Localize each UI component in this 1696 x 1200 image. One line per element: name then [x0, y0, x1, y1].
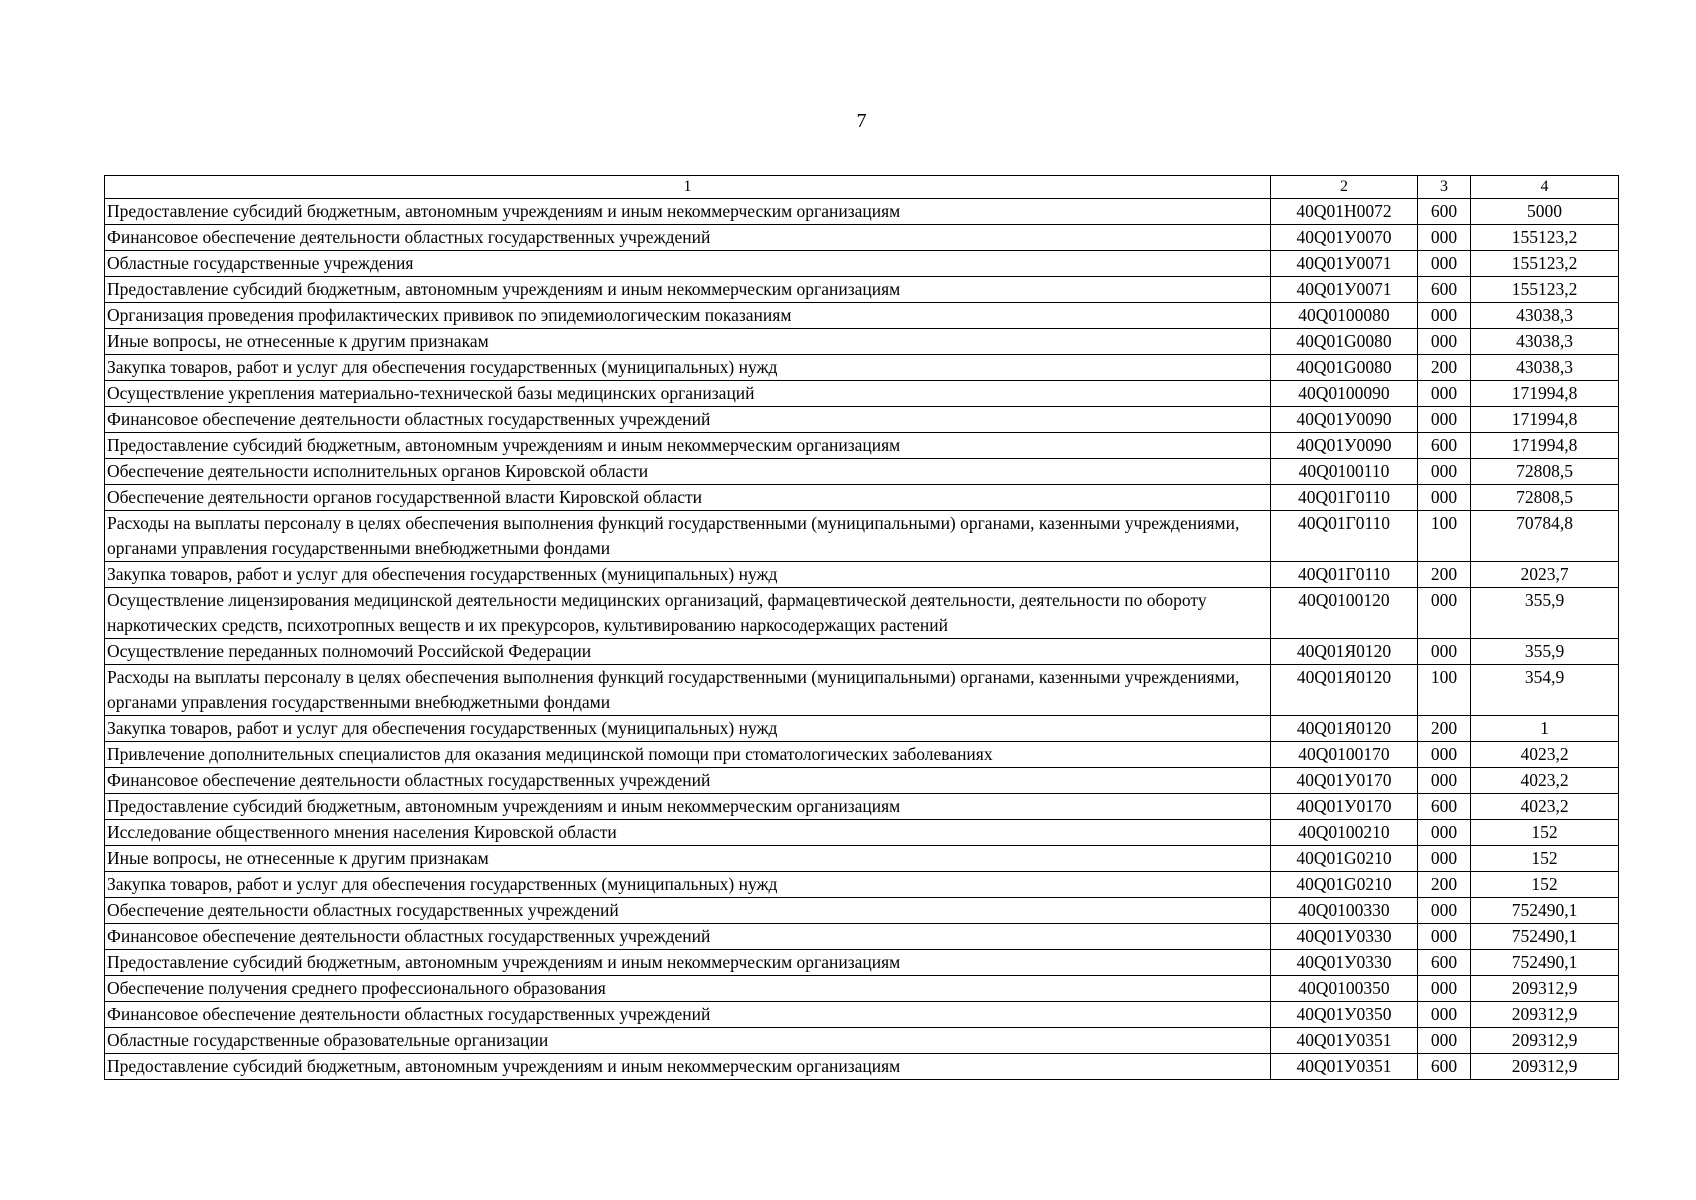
- row-target-code: 40Q01У0330: [1271, 924, 1418, 950]
- row-expense-type: 000: [1418, 768, 1471, 794]
- row-target-code: 40Q01У0350: [1271, 1002, 1418, 1028]
- row-target-code: 40Q01Я0120: [1271, 716, 1418, 742]
- row-description: Предоставление субсидий бюджетным, автономным учреждениям и иным некоммерческим организациям: [105, 950, 1271, 976]
- row-expense-type: 000: [1418, 485, 1471, 511]
- row-target-code: 40Q01У0351: [1271, 1054, 1418, 1080]
- row-expense-type: 600: [1418, 794, 1471, 820]
- row-amount: 4023,2: [1471, 794, 1619, 820]
- row-amount: 152: [1471, 846, 1619, 872]
- table-row: [105, 1028, 1619, 1054]
- row-amount: 171994,8: [1471, 381, 1619, 407]
- row-description: Исследование общественного мнения населения Кировской области: [105, 820, 1271, 846]
- row-description: Областные государственные образовательные организации: [105, 1028, 1271, 1054]
- table-row: [105, 665, 1619, 716]
- row-description: Закупка товаров, работ и услуг для обеспечения государственных (муниципальных) нужд: [105, 716, 1271, 742]
- table-row: [105, 924, 1619, 950]
- row-amount: 2023,7: [1471, 562, 1619, 588]
- row-target-code: 40Q01У0170: [1271, 768, 1418, 794]
- table-row: [105, 872, 1619, 898]
- row-expense-type: 600: [1418, 277, 1471, 303]
- page-number: 7: [856, 110, 867, 132]
- row-amount: 209312,9: [1471, 1054, 1619, 1080]
- row-amount: 4023,2: [1471, 768, 1619, 794]
- table-row: [105, 459, 1619, 485]
- table-row: [105, 898, 1619, 924]
- table-row: [105, 794, 1619, 820]
- row-description: Предоставление субсидий бюджетным, автономным учреждениям и иным некоммерческим организациям: [105, 794, 1271, 820]
- row-description: Финансовое обеспечение деятельности областных государственных учреждений: [105, 407, 1271, 433]
- row-amount: 355,9: [1471, 588, 1619, 639]
- row-expense-type: 000: [1418, 381, 1471, 407]
- table-row: [105, 303, 1619, 329]
- row-description: Закупка товаров, работ и услуг для обеспечения государственных (муниципальных) нужд: [105, 355, 1271, 381]
- row-amount: 355,9: [1471, 639, 1619, 665]
- row-description: Обеспечение деятельности исполнительных органов Кировской области: [105, 459, 1271, 485]
- table-row: [105, 329, 1619, 355]
- row-amount: 152: [1471, 820, 1619, 846]
- row-expense-type: 000: [1418, 251, 1471, 277]
- row-amount: 752490,1: [1471, 950, 1619, 976]
- table-row: [105, 639, 1619, 665]
- table-row: [105, 588, 1619, 639]
- table-row: [105, 199, 1619, 225]
- row-target-code: 40Q01H0072: [1271, 199, 1418, 225]
- row-target-code: 40Q0100350: [1271, 976, 1418, 1002]
- row-amount: 43038,3: [1471, 355, 1619, 381]
- row-expense-type: 600: [1418, 1054, 1471, 1080]
- row-target-code: 40Q01У0170: [1271, 794, 1418, 820]
- row-target-code: 40Q01Я0120: [1271, 639, 1418, 665]
- row-expense-type: 000: [1418, 329, 1471, 355]
- table-row: [105, 381, 1619, 407]
- row-expense-type: 000: [1418, 303, 1471, 329]
- row-target-code: 40Q01G0080: [1271, 329, 1418, 355]
- row-amount: 155123,2: [1471, 277, 1619, 303]
- row-target-code: 40Q01У0330: [1271, 950, 1418, 976]
- row-description: Осуществление укрепления материально-технической базы медицинских организаций: [105, 381, 1271, 407]
- row-expense-type: 200: [1418, 562, 1471, 588]
- row-description: Предоставление субсидий бюджетным, автономным учреждениям и иным некоммерческим организациям: [105, 433, 1271, 459]
- row-description: Иные вопросы, не отнесенные к другим признакам: [105, 846, 1271, 872]
- row-expense-type: 000: [1418, 898, 1471, 924]
- row-target-code: 40Q01Г0110: [1271, 485, 1418, 511]
- table-row: [105, 820, 1619, 846]
- row-expense-type: 000: [1418, 976, 1471, 1002]
- row-expense-type: 100: [1418, 665, 1471, 716]
- row-expense-type: 000: [1418, 639, 1471, 665]
- row-description: Предоставление субсидий бюджетным, автономным учреждениям и иным некоммерческим организациям: [105, 1054, 1271, 1080]
- row-target-code: 40Q01G0210: [1271, 846, 1418, 872]
- row-expense-type: 000: [1418, 1002, 1471, 1028]
- row-target-code: 40Q0100080: [1271, 303, 1418, 329]
- row-amount: 70784,8: [1471, 511, 1619, 562]
- table-row: [105, 562, 1619, 588]
- row-amount: 152: [1471, 872, 1619, 898]
- row-expense-type: 000: [1418, 820, 1471, 846]
- row-amount: 43038,3: [1471, 303, 1619, 329]
- row-amount: 72808,5: [1471, 485, 1619, 511]
- row-amount: 5000: [1471, 199, 1619, 225]
- row-amount: 209312,9: [1471, 1028, 1619, 1054]
- table-row: [105, 511, 1619, 562]
- row-expense-type: 000: [1418, 225, 1471, 251]
- row-amount: 209312,9: [1471, 976, 1619, 1002]
- table-row: [105, 950, 1619, 976]
- row-target-code: 40Q01У0090: [1271, 433, 1418, 459]
- table-header-row: [105, 176, 1619, 199]
- row-target-code: 40Q01G0080: [1271, 355, 1418, 381]
- row-amount: 171994,8: [1471, 407, 1619, 433]
- row-expense-type: 600: [1418, 433, 1471, 459]
- row-expense-type: 200: [1418, 872, 1471, 898]
- row-target-code: 40Q0100090: [1271, 381, 1418, 407]
- row-amount: 1: [1471, 716, 1619, 742]
- row-target-code: 40Q0100330: [1271, 898, 1418, 924]
- row-target-code: 40Q01У0090: [1271, 407, 1418, 433]
- row-description: Расходы на выплаты персоналу в целях обеспечения выполнения функций государственными (муниципальными) органами, казенными учреждениями, органами управления государственными внебюджетными фондами: [105, 511, 1271, 562]
- table-row: [105, 355, 1619, 381]
- table-row: [105, 768, 1619, 794]
- row-target-code: 40Q0100110: [1271, 459, 1418, 485]
- row-target-code: 40Q0100210: [1271, 820, 1418, 846]
- row-expense-type: 000: [1418, 924, 1471, 950]
- table-row: [105, 716, 1619, 742]
- table-row: [105, 846, 1619, 872]
- table-body: [105, 199, 1619, 1080]
- table-row: [105, 433, 1619, 459]
- table-row: [105, 277, 1619, 303]
- table-row: [105, 742, 1619, 768]
- row-description: Финансовое обеспечение деятельности областных государственных учреждений: [105, 1002, 1271, 1028]
- column-header-3: 3: [1418, 176, 1471, 199]
- row-description: Осуществление лицензирования медицинской деятельности медицинских организаций, фармацевтической деятельности, деятельности по обороту наркотических средств, психотропных веществ и их прекурсоров, культивированию наркосодержащих растений: [105, 588, 1271, 639]
- row-expense-type: 000: [1418, 407, 1471, 433]
- row-amount: 43038,3: [1471, 329, 1619, 355]
- row-expense-type: 200: [1418, 355, 1471, 381]
- row-description: Иные вопросы, не отнесенные к другим признакам: [105, 329, 1271, 355]
- column-header-4: 4: [1471, 176, 1619, 199]
- row-expense-type: 600: [1418, 199, 1471, 225]
- row-target-code: 40Q01У0070: [1271, 225, 1418, 251]
- budget-table: [104, 175, 1619, 1080]
- row-amount: 752490,1: [1471, 898, 1619, 924]
- row-amount: 155123,2: [1471, 251, 1619, 277]
- row-expense-type: 000: [1418, 846, 1471, 872]
- row-target-code: 40Q01Г0110: [1271, 511, 1418, 562]
- row-description: Областные государственные учреждения: [105, 251, 1271, 277]
- row-description: Осуществление переданных полномочий Российской Федерации: [105, 639, 1271, 665]
- table-row: [105, 407, 1619, 433]
- row-description: Предоставление субсидий бюджетным, автономным учреждениям и иным некоммерческим организациям: [105, 277, 1271, 303]
- row-description: Привлечение дополнительных специалистов для оказания медицинской помощи при стоматологических заболеваниях: [105, 742, 1271, 768]
- row-description: Обеспечение деятельности областных государственных учреждений: [105, 898, 1271, 924]
- row-amount: 171994,8: [1471, 433, 1619, 459]
- row-amount: 72808,5: [1471, 459, 1619, 485]
- row-target-code: 40Q0100170: [1271, 742, 1418, 768]
- row-description: Обеспечение деятельности органов государственной власти Кировской области: [105, 485, 1271, 511]
- table-row: [105, 1054, 1619, 1080]
- table-row: [105, 251, 1619, 277]
- row-amount: 354,9: [1471, 665, 1619, 716]
- row-expense-type: 000: [1418, 459, 1471, 485]
- row-target-code: 40Q01Г0110: [1271, 562, 1418, 588]
- row-description: Расходы на выплаты персоналу в целях обеспечения выполнения функций государственными (муниципальными) органами, казенными учреждениями, органами управления государственными внебюджетными фондами: [105, 665, 1271, 716]
- row-description: Финансовое обеспечение деятельности областных государственных учреждений: [105, 225, 1271, 251]
- row-description: Закупка товаров, работ и услуг для обеспечения государственных (муниципальных) нужд: [105, 562, 1271, 588]
- column-header-2: 2: [1271, 176, 1418, 199]
- row-description: Финансовое обеспечение деятельности областных государственных учреждений: [105, 924, 1271, 950]
- row-target-code: 40Q01У0351: [1271, 1028, 1418, 1054]
- column-header-1: 1: [105, 176, 1271, 199]
- row-amount: 752490,1: [1471, 924, 1619, 950]
- row-target-code: 40Q01У0071: [1271, 251, 1418, 277]
- row-expense-type: 600: [1418, 950, 1471, 976]
- row-amount: 4023,2: [1471, 742, 1619, 768]
- row-expense-type: 000: [1418, 1028, 1471, 1054]
- row-description: Обеспечение получения среднего профессионального образования: [105, 976, 1271, 1002]
- row-expense-type: 100: [1418, 511, 1471, 562]
- row-description: Финансовое обеспечение деятельности областных государственных учреждений: [105, 768, 1271, 794]
- row-description: Организация проведения профилактических прививок по эпидемиологическим показаниям: [105, 303, 1271, 329]
- row-expense-type: 000: [1418, 588, 1471, 639]
- table-row: [105, 976, 1619, 1002]
- row-expense-type: 200: [1418, 716, 1471, 742]
- table-row: [105, 1002, 1619, 1028]
- table-row: [105, 225, 1619, 251]
- row-expense-type: 000: [1418, 742, 1471, 768]
- table-row: [105, 485, 1619, 511]
- row-target-code: 40Q01У0071: [1271, 277, 1418, 303]
- row-description: Предоставление субсидий бюджетным, автономным учреждениям и иным некоммерческим организациям: [105, 199, 1271, 225]
- row-target-code: 40Q01Я0120: [1271, 665, 1418, 716]
- row-target-code: 40Q01G0210: [1271, 872, 1418, 898]
- row-description: Закупка товаров, работ и услуг для обеспечения государственных (муниципальных) нужд: [105, 872, 1271, 898]
- row-target-code: 40Q0100120: [1271, 588, 1418, 639]
- row-amount: 155123,2: [1471, 225, 1619, 251]
- row-amount: 209312,9: [1471, 1002, 1619, 1028]
